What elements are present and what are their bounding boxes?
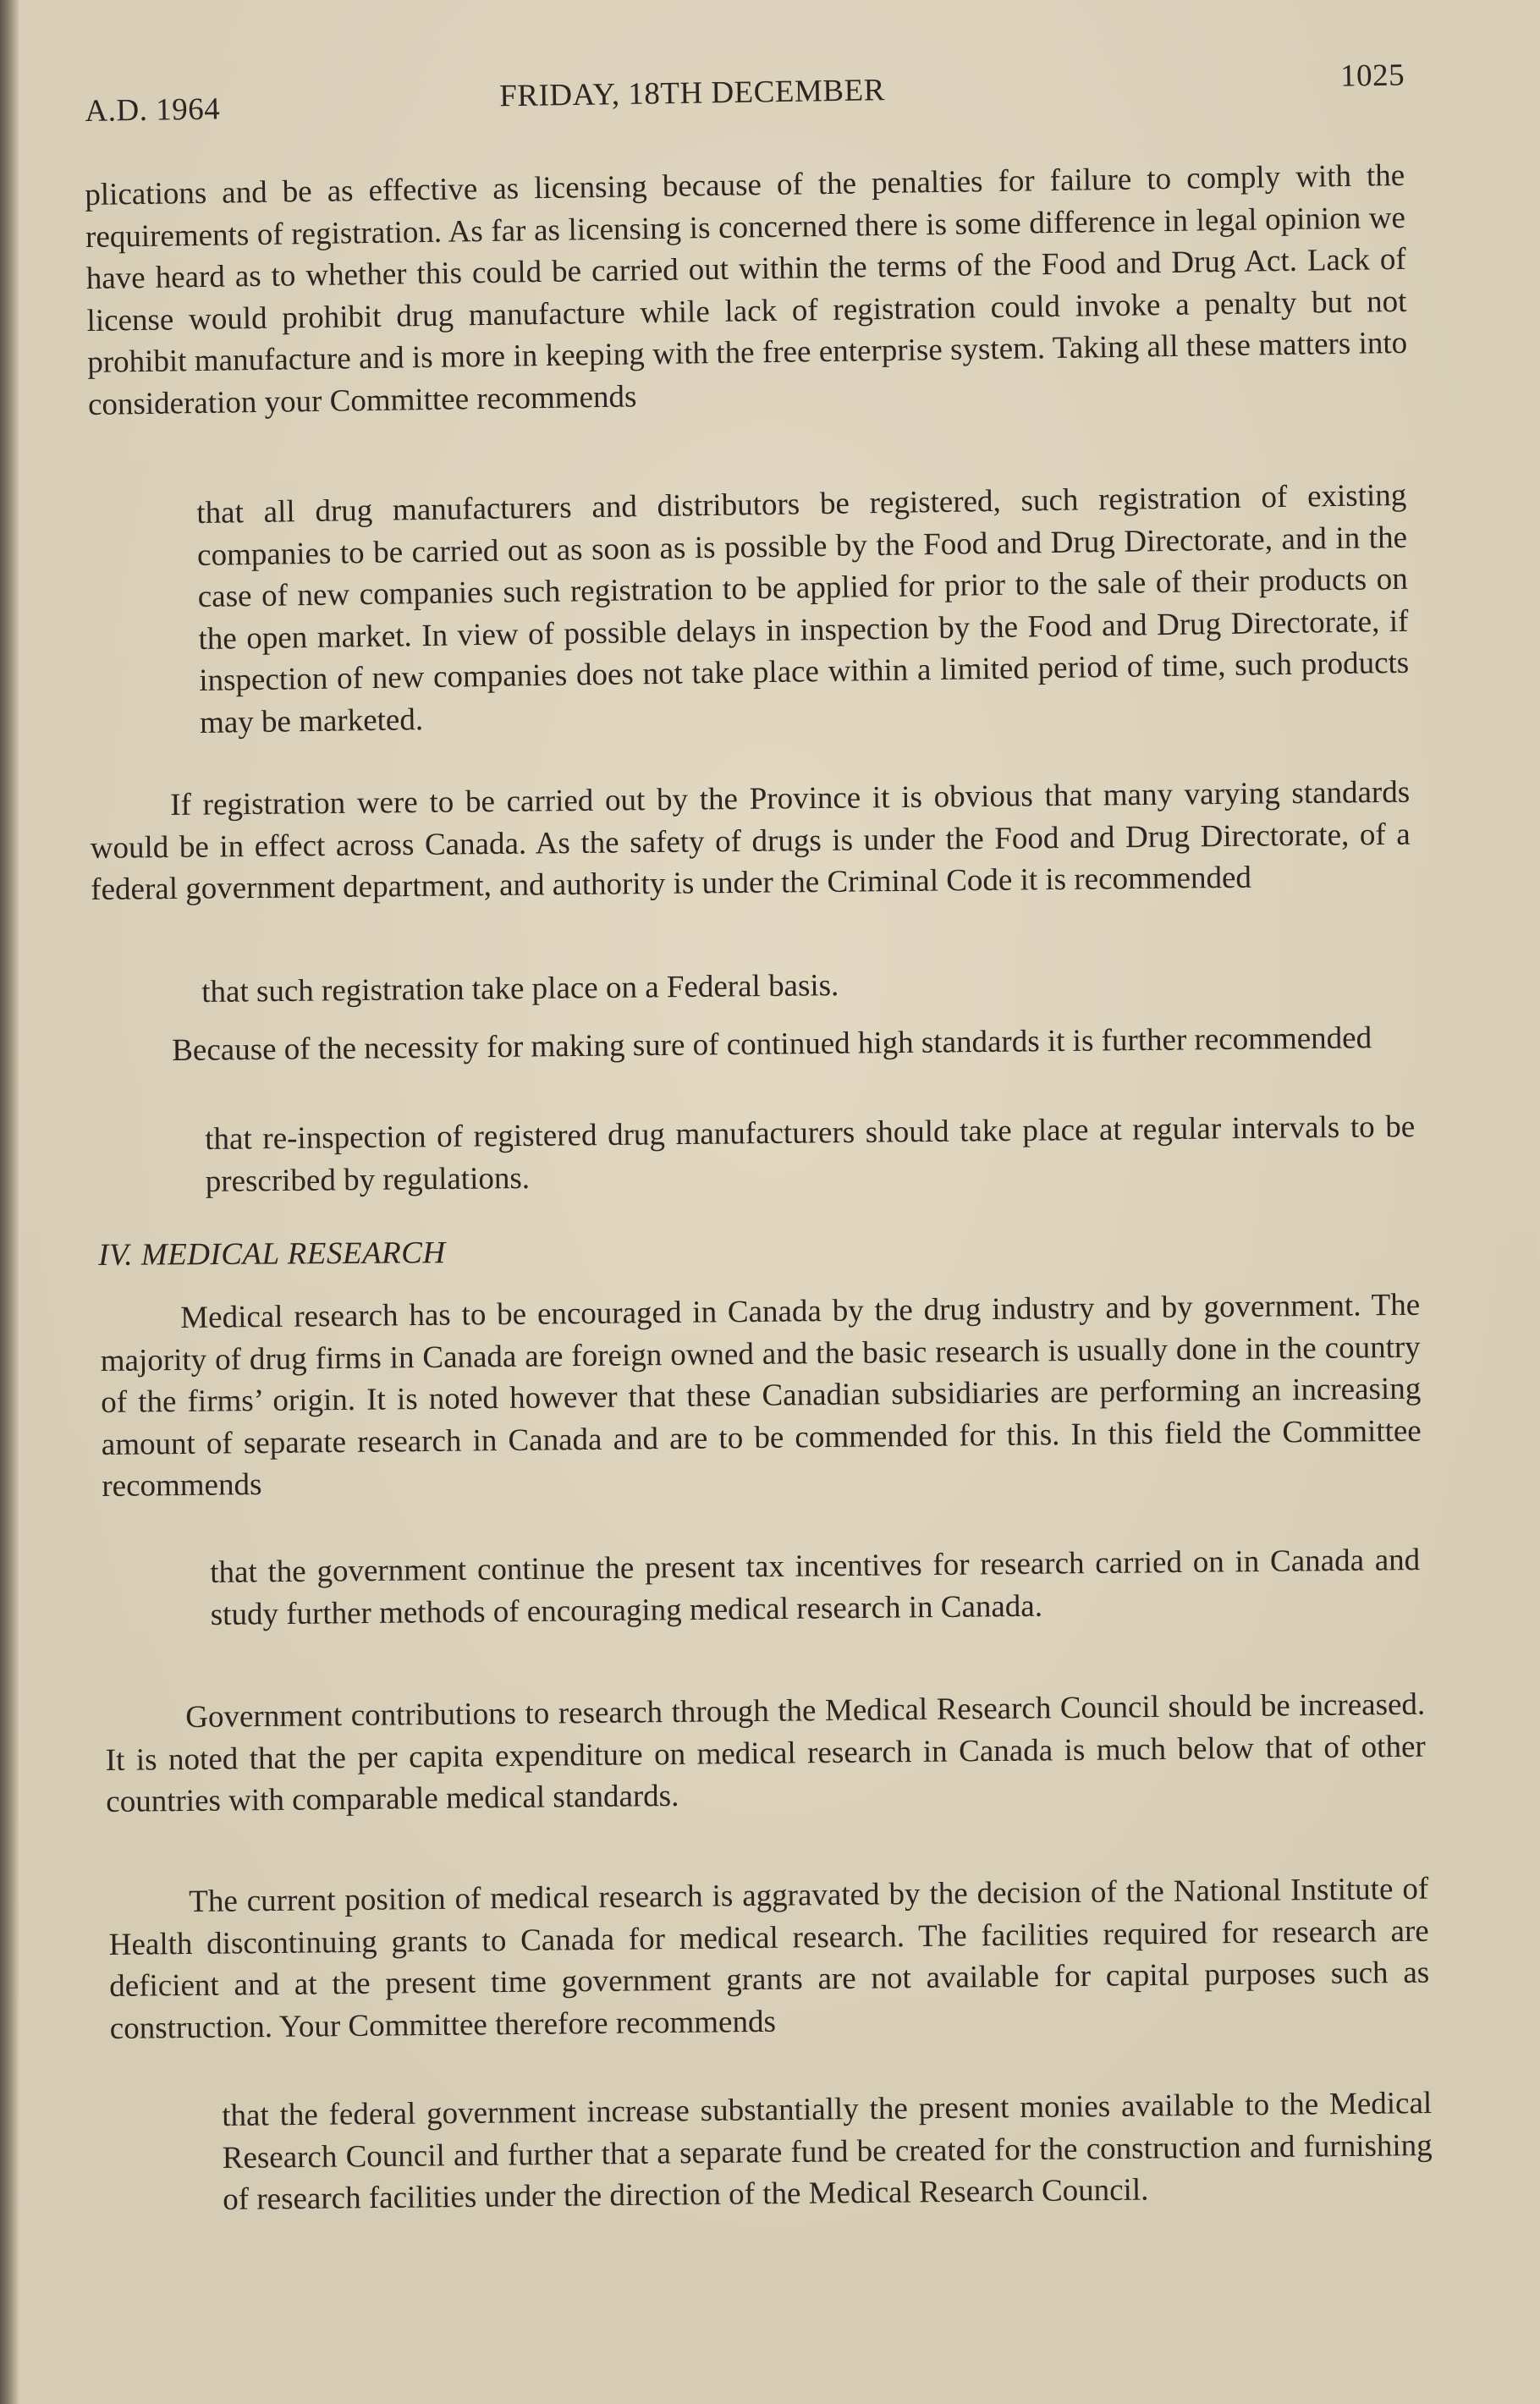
paragraph-standards: Because of the necessity for making sure of continued high standards it is further recommended: [172, 1020, 1372, 1069]
paragraph-medical-research: Medical research has to be encouraged in Canada by the drug industry and by government. The majority of drug firms in Canada are foreign owned and the basic research is usually done in the country of the firms’ origin. It is noted however that these Canadian subsidiaries are performing an increasing amount of separate research in Canada and are to be commended for this. In this field the Committee recommends: [100, 1287, 1422, 1504]
header-date: FRIDAY, 18TH DECEMBER: [498, 73, 886, 114]
paragraph-government-contributions: Government contributions to research through the Medical Research Council should be increased. It is noted that the per capita expenditure on medical research in Canada is much below that of other countries with comparable medical standards.: [105, 1686, 1426, 1819]
running-head: [85, 58, 1405, 129]
paragraph-licensing: plications and be as effective as licensing because of the penalties for failure to comply with the requirements of registration. As far as licensing is concerned there is some difference in legal opinion we have heard as to whether this could be carried out within the terms of the Food and Drug Act. Lack of license would prohibit drug manufacture while lack of registration could invoke a penalty but not prohibit manufacture and is more in keeping with the free enterprise system. Taking all these matters into consideration your Committee recommends: [85, 157, 1408, 422]
recommendation-federal-basis: that such registration take place on a Federal basis.: [201, 968, 839, 1009]
recommendation-research-funding: that the federal government increase substantially the present monies available to the Medical Research Council and further that a separate fund be created for the construction and furnishing of research facilities under the direction of the Medical Research Council.: [222, 2086, 1433, 2217]
page-number: 1025: [1339, 58, 1405, 94]
recommendation-registration: that all drug manufacturers and distributors be registered, such registration of existing companies to be carried out as soon as is possible by the Food and Drug Directorate, and in the case of new companies such registration to be applied for prior to the sale of their products on the open market. In view of possible delays in inspection by the Food and Drug Directorate, if inspection of new companies does not take place within a limited period of time, such products may be marketed.: [196, 477, 1410, 740]
paragraph-province: If registration were to be carried out by the Province it is obvious that many varying standards would be in effect across Canada. As the safety of drugs is under the Food and Drug Directorate, of a federal government department, and authority is under the Criminal Code it is recommended: [90, 774, 1411, 907]
book-spine-shadow: [0, 0, 19, 2404]
recommendation-tax-incentives: that the government continue the present tax incentives for research carried on in Canada and study further methods of encouraging medical research in Canada.: [210, 1543, 1421, 1632]
header-year: A.D. 1964: [85, 91, 221, 129]
section-heading: IV. MEDICAL RESEARCH: [98, 1235, 446, 1273]
paragraph-national-institute: The current position of medical research is aggravated by the decision of the National Institute of Health discontinuing grants to Canada for medical research. The facilities required for research are deficient and at the present time government grants are not available for capital purposes such as construction. Your Committee therefore recommends: [108, 1871, 1430, 2046]
recommendation-reinspection: that re-inspection of registered drug manufacturers should take place at regular intervals to be prescribed by regulations.: [205, 1109, 1416, 1199]
